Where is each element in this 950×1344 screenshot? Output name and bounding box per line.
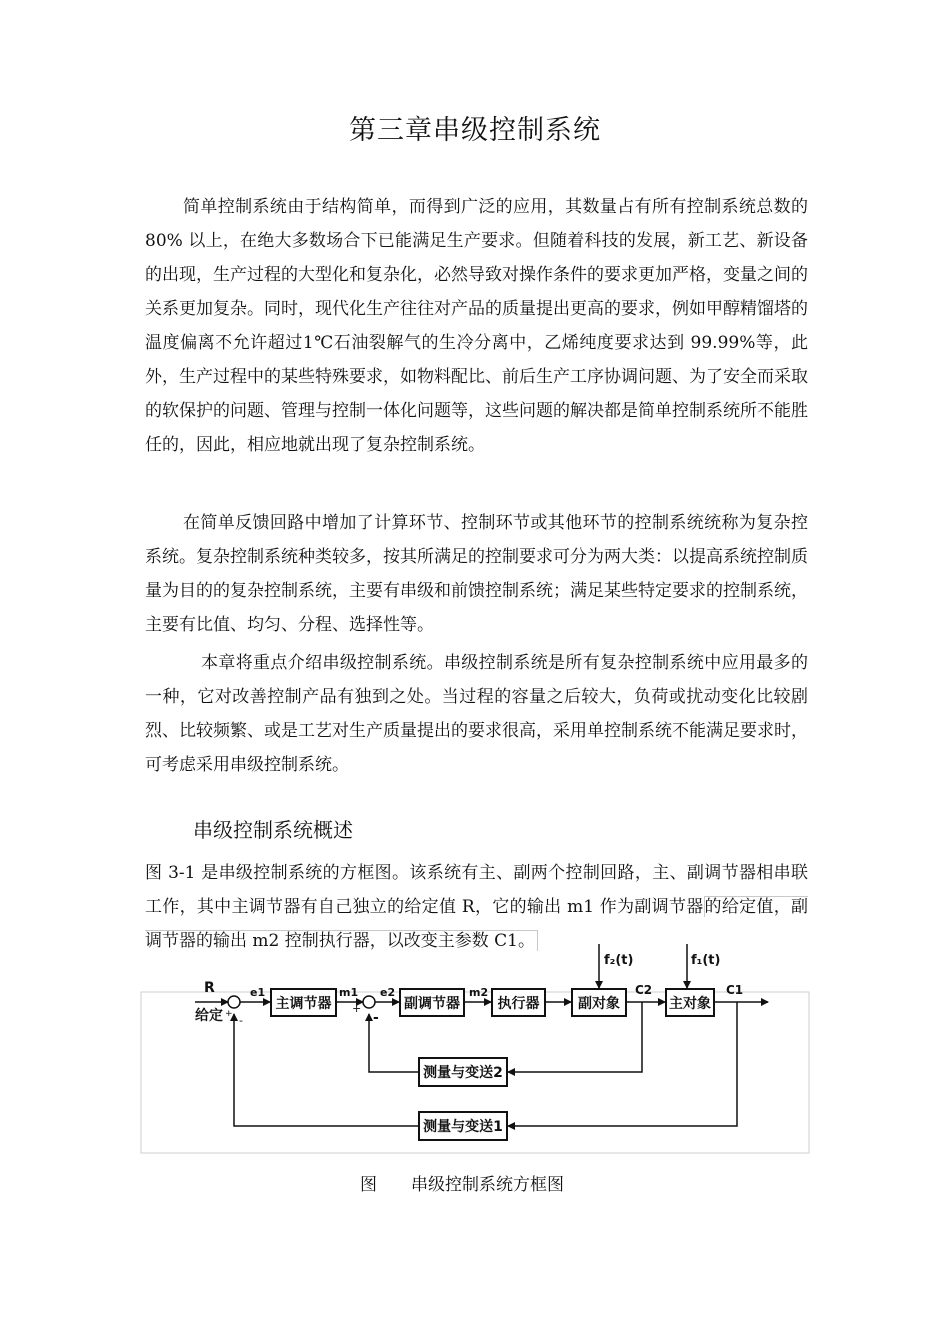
overview-last-line: 的给定值，副调节器的输出 m2 控制执行器，以改变主参数 C1。	[145, 897, 809, 951]
svg-text:执行器: 执行器	[497, 996, 540, 1012]
block-slave-controller	[400, 989, 464, 1016]
caption-prefix: 图	[360, 1175, 377, 1195]
label-f2: f₂(t)	[604, 953, 634, 968]
block-measure-transmit-1	[419, 1112, 507, 1140]
label-c1: C1	[726, 983, 744, 997]
figure-caption	[360, 1170, 564, 1195]
outer-feedback-in	[234, 1014, 418, 1126]
label-m2: m2	[469, 986, 489, 999]
label-r: R	[204, 980, 215, 996]
cascade-block-diagram	[140, 930, 810, 1154]
label-setpoint: 给定	[195, 1008, 223, 1024]
block-primary-object	[666, 989, 714, 1016]
block-master-controller	[271, 989, 336, 1016]
svg-text:主调节器: 主调节器	[275, 996, 332, 1012]
label-plus-2: +	[352, 1002, 362, 1015]
caption-text: 串级控制系统方框图	[411, 1175, 564, 1195]
svg-text:测量与变送2: 测量与变送2	[423, 1065, 503, 1081]
block-secondary-object	[572, 989, 626, 1016]
paragraph-chapter-focus: 本章将重点介绍串级控制系统。串级控制系统是所有复杂控制系统中应用最多的一种，它对改善控制产品有独到之处。当过程的容量之后较大，负荷或扰动变化比较剧烈、比较频繁、或是工艺对生产质量提出的要求很高，采用单控制系统不能满足要求时，可考虑采用串级控制系统。	[145, 653, 808, 775]
label-e2: e2	[380, 986, 396, 999]
label-plus-1: +	[225, 1009, 233, 1019]
summing-junction-1	[228, 996, 240, 1008]
overview-text: 图 3-1 是串级控制系统的方框图。该系统有主、副两个控制回路，主、副调节器相串联工作，其中主调节器有自己独立的给定值 R，它的输出 m1 作为副调节器	[145, 863, 808, 917]
svg-text:副调节器: 副调节器	[404, 996, 460, 1012]
label-minus-1: -	[239, 1014, 243, 1027]
svg-text:主对象: 主对象	[669, 996, 711, 1012]
chapter-title: 第三章串级控制系统	[349, 115, 601, 146]
label-f1: f₁(t)	[691, 953, 721, 968]
section-heading: 串级控制系统概述	[193, 818, 353, 842]
label-minus-2: -	[373, 1010, 379, 1026]
label-e1: e1	[250, 986, 266, 999]
outer-feedback-out	[508, 1002, 737, 1126]
svg-text:测量与变送1: 测量与变送1	[423, 1119, 503, 1135]
svg-text:副对象: 副对象	[578, 996, 620, 1012]
label-c2: C2	[635, 983, 653, 997]
paragraph-definition: 在简单反馈回路中增加了计算环节、控制环节或其他环节的控制系统统称为复杂控系统。复杂控制系统种类较多，按其所满足的控制要求可分为两大类：以提高系统控制质量为目的的复杂控制系统，主要有串级和前馈控制系统；满足某些特定要求的控制系统，主要有比值、均匀、分程、选择性等。	[145, 513, 808, 635]
block-measure-transmit-2	[419, 1058, 507, 1086]
block-actuator	[492, 989, 545, 1016]
summing-junction-2	[363, 996, 375, 1008]
label-m1: m1	[339, 986, 359, 999]
paragraph-intro: 简单控制系统由于结构简单，而得到广泛的应用，其数量占有所有控制系统总数的 80% 以上，在绝大多数场合下已能满足生产要求。但随着科技的发展，新工艺、新设备的出现，生产过程的大型化和复杂化，必然导致对操作条件的要求更加严格，变量之间的关系更加复杂。同时，现代化生产往往对产品的质量提出更高的要求，例如甲醇精馏塔的温度偏离不允许超过1℃石油裂解气的生冷分离中，乙烯纯度要求达到 99.99%等，此外，生产过程中的某些特殊要求，如物料配比、前后生产工序协调问题、为了安全而采取的软保护的问题、管理与控制一体化问题等，这些问题的解决都是简单控制系统所不能胜任的，因此，相应地就出现了复杂控制系统。	[145, 197, 808, 455]
